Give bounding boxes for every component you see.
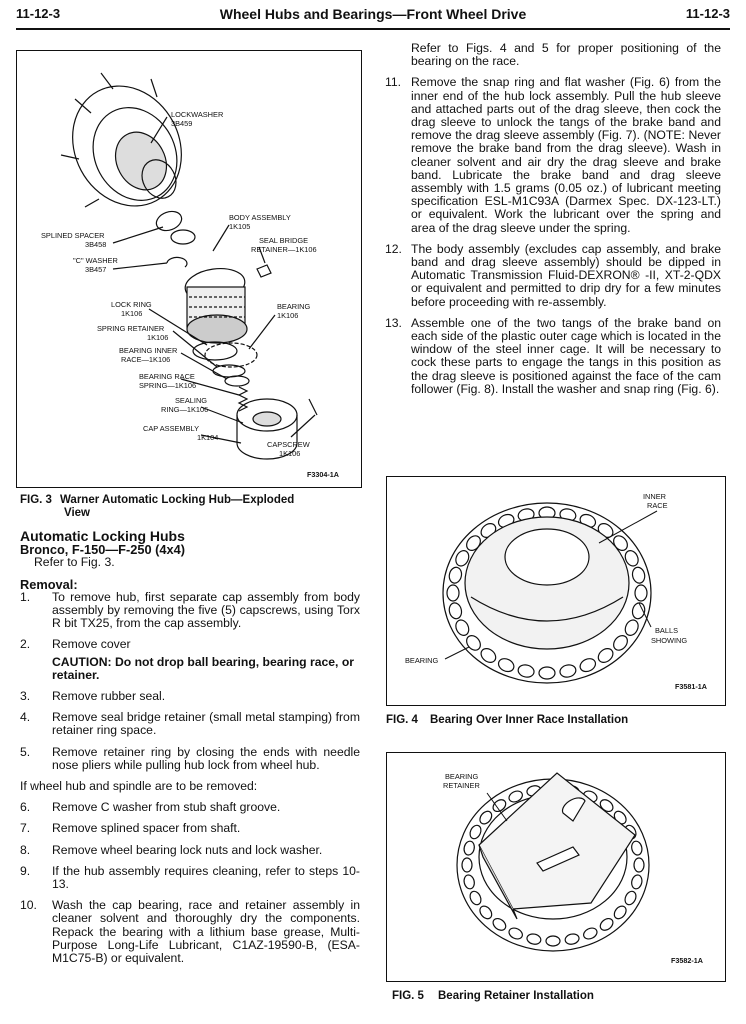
figure-3-id: F3304-1A xyxy=(307,470,339,479)
step-item xyxy=(20,711,360,737)
step-item xyxy=(20,591,360,631)
step-text: Remove the snap ring and flat washer (Fig. 6) from the inner end of the hub lock assembly. Pull the hub sleeve and attached parts out of the drag sleeve, then cock the drag sleeve to unlock the tangs of the brake band and remove the drag sleeve assembly (Fig. 7). (NOTE: Never remove the brake band from the drag sleeve). Wash in cleaner solvent and air dry the drag sleeve and brake band. Lubricate the brake band and drag sleeve assembly with 1.5 grams (0.05 oz.) of lubricant meeting specification ESL-M1C93A (Darmex Spec. DX-123-LT.) or equivalent. Work the lubricant over the spring and area of the drag sleeve under the spring. xyxy=(411,75,721,235)
label-sealing-no: RING—1K106 xyxy=(161,405,209,414)
figure-5-caption xyxy=(392,990,726,1003)
step-item xyxy=(20,801,360,814)
step-text: Remove seal bridge retainer (small metal stamping) from retainer ring space. xyxy=(52,710,360,738)
step-number: 4. xyxy=(20,710,31,725)
label-c-washer: "C" WASHER xyxy=(73,256,118,265)
svg-text:1K104 xyxy=(197,433,218,442)
label-sealing: SEALING xyxy=(175,396,208,405)
step-item xyxy=(20,690,360,703)
header-rule xyxy=(16,28,730,30)
label-bearing-fig4: BEARING xyxy=(405,656,439,665)
svg-text:1K106 xyxy=(279,449,300,458)
bearing-ball xyxy=(635,585,647,601)
label-cap-assembly: CAP ASSEMBLY xyxy=(143,424,200,433)
caution-note: CAUTION: Do not drop ball bearing, bearing race, or retainer. xyxy=(52,654,355,682)
label-race: RACE xyxy=(647,501,668,510)
step-number: 6. xyxy=(20,800,31,815)
label-bearing: BEARING xyxy=(277,302,311,311)
label-bearing-inner: BEARING INNER xyxy=(119,346,178,355)
right-column xyxy=(385,42,721,404)
step-text: Assemble one of the two tangs of the brake band on each side of the plastic outer cage which is located in the window of the steel inner cage. It will be necessary to cock these parts to engage the tangs in this position as the drag sleeve is positioned against the face of the cam follower (Fig. 8). Install the washer and snap ring (Fig. 6). xyxy=(411,315,721,396)
step-item xyxy=(20,899,360,965)
step-item xyxy=(20,865,360,891)
step-number: 12. xyxy=(385,241,402,256)
svg-text:BEARING INNER xyxy=(119,346,177,355)
continued-text: Refer to Figs. 4 and 5 for proper positioning of the bearing on the race. xyxy=(411,41,721,69)
svg-text:RETAINER xyxy=(443,781,480,790)
figure-4-drawing xyxy=(387,477,725,705)
step-item xyxy=(20,638,360,651)
bearing-ball xyxy=(539,667,555,679)
svg-text:BEARING RACE xyxy=(139,372,195,381)
label-body-assembly: BODY ASSEMBLY xyxy=(229,213,291,222)
svg-text:CAPSCREW xyxy=(267,440,310,449)
figure-4 xyxy=(386,476,726,706)
step-item xyxy=(385,317,721,396)
page-number-right: 11-12-3 xyxy=(685,6,730,21)
label-lockwasher-no: 3B459 xyxy=(171,119,193,128)
bearing-ball xyxy=(634,858,644,872)
figure-4-caption-text: Bearing Over Inner Race Installation xyxy=(430,714,629,726)
step-number: 8. xyxy=(20,842,31,857)
step-item xyxy=(385,243,721,309)
step-number: 3. xyxy=(20,689,31,704)
svg-text:BALLS xyxy=(655,626,678,635)
step-item xyxy=(20,822,360,835)
figure-3-caption-text: Warner Automatic Locking Hub—Exploded xyxy=(60,494,295,506)
step-text: Remove retainer ring by closing the ends with needle nose pliers while pulling hub lock from wheel hub. xyxy=(52,744,360,772)
label-bearing-fig5: BEARING xyxy=(445,772,479,781)
step-number: 2. xyxy=(20,637,31,652)
figure-5-drawing xyxy=(387,753,725,981)
label-spring-retainer: SPRING RETAINER xyxy=(97,324,165,333)
step-number: 13. xyxy=(385,315,402,330)
label-seal-bridge: SEAL BRIDGE xyxy=(259,236,309,245)
label-lock-ring: LOCK RING xyxy=(111,300,152,309)
step-text: Remove C washer from stub shaft groove. xyxy=(52,800,281,815)
figure-4-id: F3581-1A xyxy=(675,682,707,691)
step-number: 7. xyxy=(20,821,31,836)
svg-text:3B457 xyxy=(85,265,106,274)
step-text: Remove splined spacer from shaft. xyxy=(52,821,241,836)
figure-5-id: F3582-1A xyxy=(671,956,703,965)
label-bearing-no: 1K106 xyxy=(277,311,299,320)
figure-3 xyxy=(16,50,362,488)
step-text: If the hub assembly requires cleaning, refer to steps 10-13. xyxy=(52,863,360,892)
svg-text:1K105 xyxy=(229,222,250,231)
left-column xyxy=(20,530,360,973)
section-heading: Automatic Locking Hubs xyxy=(20,528,185,544)
svg-text:3B459 xyxy=(171,119,192,128)
svg-text:1K106 xyxy=(277,311,298,320)
label-splined-spacer-no: 3B458 xyxy=(85,240,107,249)
svg-text:BEARING xyxy=(445,772,479,781)
label-splined-spacer: SPLINED SPACER xyxy=(41,231,105,240)
label-seal-bridge-no: RETAINER—1K106 xyxy=(251,245,317,254)
svg-text:SPLINED SPACER xyxy=(41,231,105,240)
label-lockwasher: LOCKWASHER xyxy=(171,110,224,119)
if-removed-text: If wheel hub and spindle are to be removed: xyxy=(20,779,258,794)
svg-text:RING—1K106 xyxy=(161,405,208,414)
svg-text:"C" WASHER xyxy=(73,256,118,265)
svg-text:SPRING—1K106 xyxy=(139,381,196,390)
svg-text:SEALING xyxy=(175,396,207,405)
svg-text:3B458 xyxy=(85,240,106,249)
step-text: Remove cover xyxy=(52,637,131,652)
page-number-left: 11-12-3 xyxy=(16,6,61,21)
svg-text:1K106 xyxy=(147,333,168,342)
step-number: 9. xyxy=(20,863,31,878)
section-subheading: Bronco, F-150—F-250 (4x4) xyxy=(20,542,185,558)
step-text: To remove hub, first separate cap assembly from body assembly by removing the five (5) capscrews, using Torx R bit TX25, from the cap assembly. xyxy=(52,589,360,631)
label-lock-ring-no: 1K106 xyxy=(121,309,143,318)
svg-text:SHOWING xyxy=(651,636,687,645)
svg-text:RETAINER—1K106 xyxy=(251,245,317,254)
svg-text:RACE xyxy=(647,501,668,510)
step-text: Wash the cap bearing, race and retainer assembly in cleaner solvent and thoroughly dry the components. Repack the bearing with a lithium base grease, Multi-Purpose Long-Life Lubricant, C1AZ-19590-B, (ESA-M1C75-B) or equivalent. xyxy=(52,898,360,966)
figure-3-caption xyxy=(20,494,350,520)
svg-text:LOCK RING xyxy=(111,300,152,309)
label-body-assembly-no: 1K105 xyxy=(229,222,251,231)
label-bearing-race-no: SPRING—1K106 xyxy=(139,381,197,390)
svg-text:INNER xyxy=(643,492,666,501)
label-inner: INNER xyxy=(643,492,666,501)
label-bearing-inner-no: RACE—1K106 xyxy=(121,355,171,364)
step-text: Remove wheel bearing lock nuts and lock washer. xyxy=(52,842,323,857)
label-capscrew: CAPSCREW xyxy=(267,440,310,449)
svg-text:SPRING RETAINER xyxy=(97,324,164,333)
step-item xyxy=(20,844,360,857)
step-number: 11. xyxy=(385,75,402,90)
figure-4-caption xyxy=(386,714,724,727)
label-retainer: RETAINER xyxy=(443,781,480,790)
page-header xyxy=(16,6,730,28)
label-spring-retainer-no: 1K106 xyxy=(147,333,169,342)
label-bearing-race: BEARING RACE xyxy=(139,372,195,381)
page-title: Wheel Hubs and Bearings—Front Wheel Drive xyxy=(219,6,527,22)
step-number: 10. xyxy=(20,898,37,913)
step-number: 1. xyxy=(20,589,31,604)
label-c-washer-no: 3B457 xyxy=(85,265,107,274)
svg-text:F3582-1A xyxy=(671,956,703,965)
bearing-ball xyxy=(462,858,472,872)
figure-3-caption-number: FIG. 3 xyxy=(20,494,52,506)
label-capscrew-no: 1K106 xyxy=(279,449,301,458)
label-showing: SHOWING xyxy=(651,636,688,645)
figure-3-drawing xyxy=(17,51,361,487)
bearing-ball xyxy=(447,585,459,601)
bearing-ball xyxy=(546,936,560,946)
step-item xyxy=(385,76,721,234)
svg-text:F3304-1A xyxy=(307,470,339,479)
step-text: The body assembly (excludes cap assembly, and brake band and drag sleeve assembly) should be dipped in Automatic Transmission Fluid-DEXRON® -II, XT-2-QDX or equivalent and permitted to drip dry for a few minutes before proceeding with re-assembly. xyxy=(411,241,721,309)
svg-text:RACE—1K106 xyxy=(121,355,170,364)
figure-4-caption-number: FIG. 4 xyxy=(386,714,418,726)
svg-text:1K106 xyxy=(121,309,142,318)
svg-text:BEARING xyxy=(277,302,311,311)
figure-5-caption-number: FIG. 5 xyxy=(392,990,424,1002)
refer-text: Refer to Fig. 3. xyxy=(34,555,115,570)
svg-text:BODY ASSEMBLY xyxy=(229,213,291,222)
figure-5 xyxy=(386,752,726,982)
step-item xyxy=(20,746,360,772)
step-number: 5. xyxy=(20,744,31,759)
figure-5-caption-text: Bearing Retainer Installation xyxy=(438,990,594,1002)
label-cap-assembly-no: 1K104 xyxy=(197,433,219,442)
removal-heading: Removal: xyxy=(20,576,78,592)
svg-text:BEARING xyxy=(405,656,439,665)
svg-text:CAP ASSEMBLY xyxy=(143,424,199,433)
svg-text:F3581-1A xyxy=(675,682,707,691)
step-text: Remove rubber seal. xyxy=(52,689,166,704)
figure-3-caption-text-2: View xyxy=(64,507,90,519)
svg-text:SEAL BRIDGE xyxy=(259,236,308,245)
svg-text:LOCKWASHER xyxy=(171,110,223,119)
label-balls: BALLS xyxy=(655,626,679,635)
